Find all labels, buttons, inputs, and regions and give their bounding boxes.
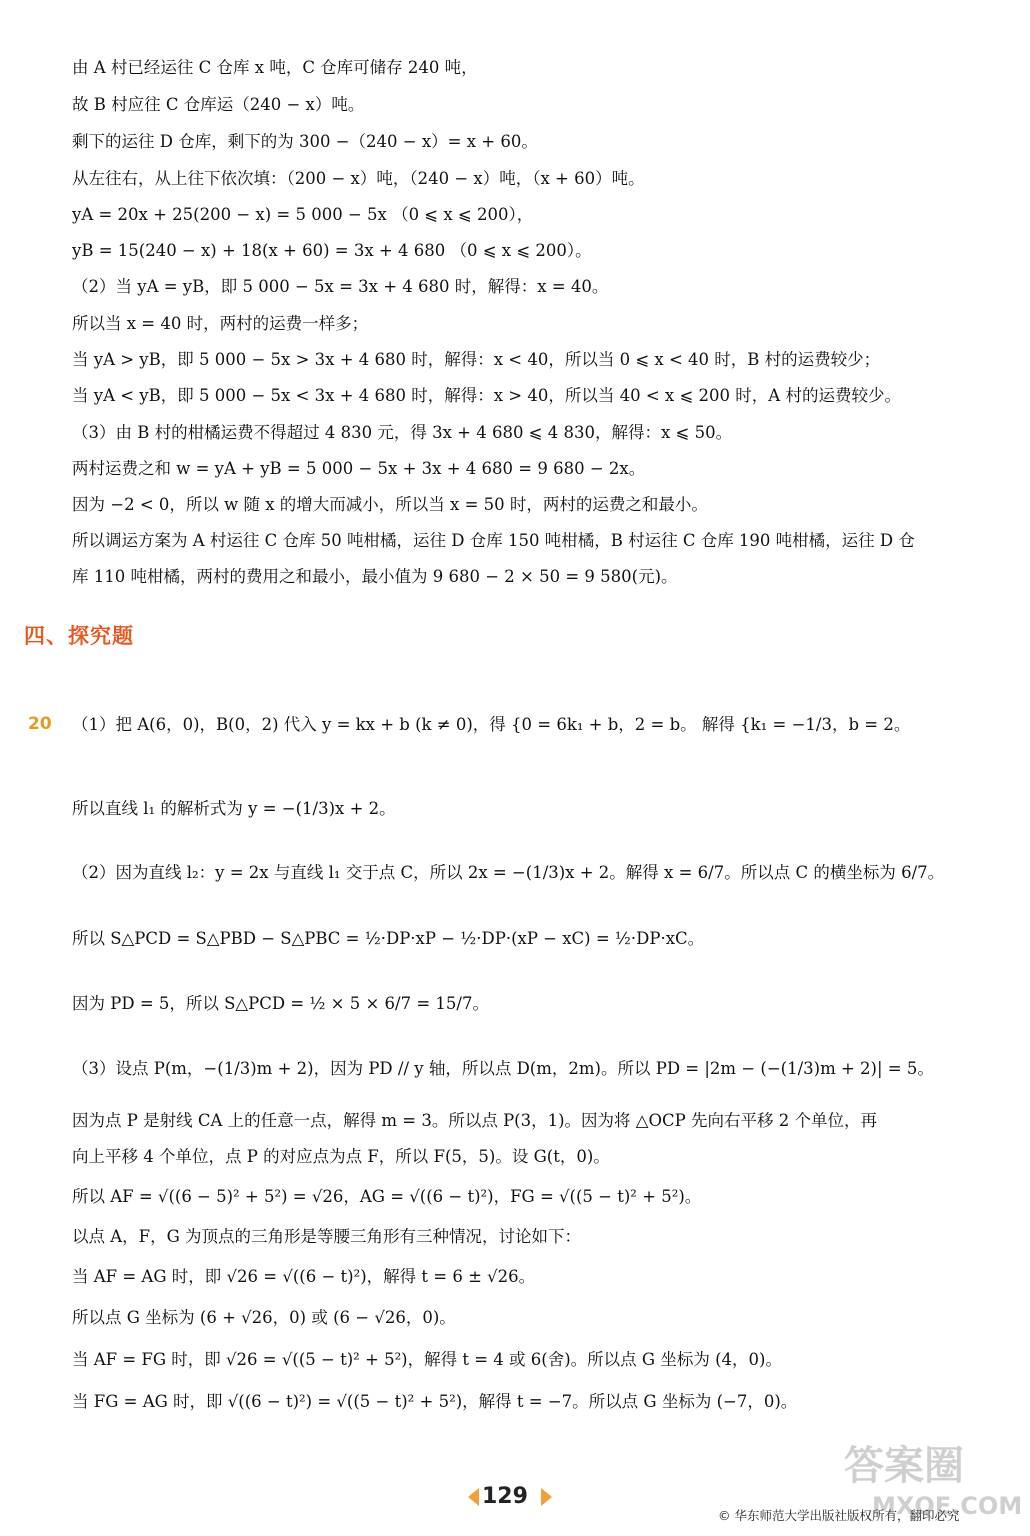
solution-line: 剩下的运往 D 仓库，剩下的为 300 −（240 − x）= x + 60。	[72, 132, 538, 151]
solution-line: 当 yA > yB，即 5 000 − 5x > 3x + 4 680 时，解得：x < 40，所以当 0 ⩽ x < 40 时，B 村的运费较少；	[72, 350, 881, 369]
watermark-logo	[838, 1434, 1024, 1534]
q20-line: 以点 A，F，G 为顶点的三角形是等腰三角形有三种情况，讨论如下：	[72, 1227, 582, 1246]
solution-line: 因为 −2 < 0，所以 w 随 x 的增大而减小，所以当 x = 50 时，两村的运费之和最小。	[72, 495, 708, 514]
solution-line: 当 yA < yB，即 5 000 − 5x < 3x + 4 680 时，解得：x > 40，所以当 40 < x ⩽ 200 时，A 村的运费较少。	[72, 386, 901, 405]
q20-line: （1）把 A(6，0)，B(0，2) 代入 y = kx + b (k ≠ 0)，得 {0 = 6k₁ + b，2 = b。 解得 {k₁ = −1/3，b = 2。	[72, 715, 911, 734]
question-number: 20	[28, 714, 52, 734]
copyright-notice: © 华东师范大学出版社版权所有，翻印必究	[718, 1508, 960, 1523]
solution-line: yB = 15(240 − x) + 18(x + 60) = 3x + 4 680 （0 ⩽ x ⩽ 200）。	[72, 241, 592, 260]
page-right-arrow-icon	[541, 1488, 552, 1506]
q20-line: 向上平移 4 个单位，点 P 的对应点为点 F，所以 F(5，5)。设 G(t，0)。	[72, 1147, 610, 1166]
q20-line: 因为 PD = 5，所以 S△PCD = ½ × 5 × 6/7 = 15/7。	[72, 994, 489, 1013]
solution-line: 所以当 x = 40 时，两村的运费一样多；	[72, 314, 369, 333]
watermark-main-text: 答案圈	[844, 1443, 964, 1489]
q20-line: （2）因为直线 l₂：y = 2x 与直线 l₁ 交于点 C，所以 2x = −(1/3)x + 2。解得 x = 6/7。所以点 C 的横坐标为 6/7。	[72, 863, 945, 882]
section-heading: 四、探究题	[24, 624, 134, 648]
solution-line: （3）由 B 村的柑橘运费不得超过 4 830 元，得 3x + 4 680 ⩽ 4 830，解得：x ⩽ 50。	[72, 423, 733, 442]
solution-line: 所以调运方案为 A 村运往 C 仓库 50 吨柑橘，运往 D 仓库 150 吨柑橘，B 村运往 C 仓库 190 吨柑橘，运往 D 仓	[72, 531, 915, 550]
q20-line: 所以 S△PCD = S△PBD − S△PBC = ½·DP·xP − ½·DP·(xP − xC) = ½·DP·xC。	[72, 929, 705, 948]
q20-line: （3）设点 P(m，−(1/3)m + 2)，因为 PD // y 轴，所以点 D(m，2m)。所以 PD = |2m − (−(1/3)m + 2)| = 5。	[72, 1059, 934, 1078]
page-number: 129	[482, 1484, 528, 1509]
solution-line: 从左往右，从上往下依次填：（200 − x）吨，（240 − x）吨，（x + 60）吨。	[72, 169, 645, 188]
watermark-url-text: MXQE.COM	[872, 1492, 1023, 1520]
solution-line: 库 110 吨柑橘，两村的费用之和最小，最小值为 9 680 − 2 × 50 = 9 580(元)。	[72, 567, 678, 586]
q20-line: 因为点 P 是射线 CA 上的任意一点，解得 m = 3。所以点 P(3，1)。因为将 △OCP 先向右平移 2 个单位，再	[72, 1111, 877, 1130]
q20-line: 所以点 G 坐标为 (6 + √26，0) 或 (6 − √26，0)。	[72, 1308, 456, 1327]
solution-line: 故 B 村应往 C 仓库运（240 − x）吨。	[72, 95, 365, 114]
q20-line: 当 AF = AG 时，即 √26 = √((6 − t)²)，解得 t = 6 ± √26。	[72, 1267, 536, 1286]
solution-line: yA = 20x + 25(200 − x) = 5 000 − 5x （0 ⩽ x ⩽ 200），	[72, 205, 534, 224]
q20-line: 当 FG = AG 时，即 √((6 − t)²) = √((5 − t)² + 5²)，解得 t = −7。所以点 G 坐标为 (−7，0)。	[72, 1392, 798, 1411]
page-left-arrow-icon	[468, 1488, 479, 1506]
q20-line: 所以直线 l₁ 的解析式为 y = −(1/3)x + 2。	[72, 799, 396, 818]
solution-line: （2）当 yA = yB，即 5 000 − 5x = 3x + 4 680 时，解得：x = 40。	[72, 277, 609, 296]
q20-line: 所以 AF = √((6 − 5)² + 5²) = √26，AG = √((6 − t)²)，FG = √((5 − t)² + 5²)。	[72, 1187, 702, 1206]
q20-line: 当 AF = FG 时，即 √26 = √((5 − t)² + 5²)，解得 t = 4 或 6(舍)。所以点 G 坐标为 (4，0)。	[72, 1350, 782, 1369]
solution-line: 两村运费之和 w = yA + yB = 5 000 − 5x + 3x + 4 680 = 9 680 − 2x。	[72, 459, 646, 478]
solution-line: 由 A 村已经运往 C 仓库 x 吨，C 仓库可储存 240 吨，	[72, 58, 478, 77]
